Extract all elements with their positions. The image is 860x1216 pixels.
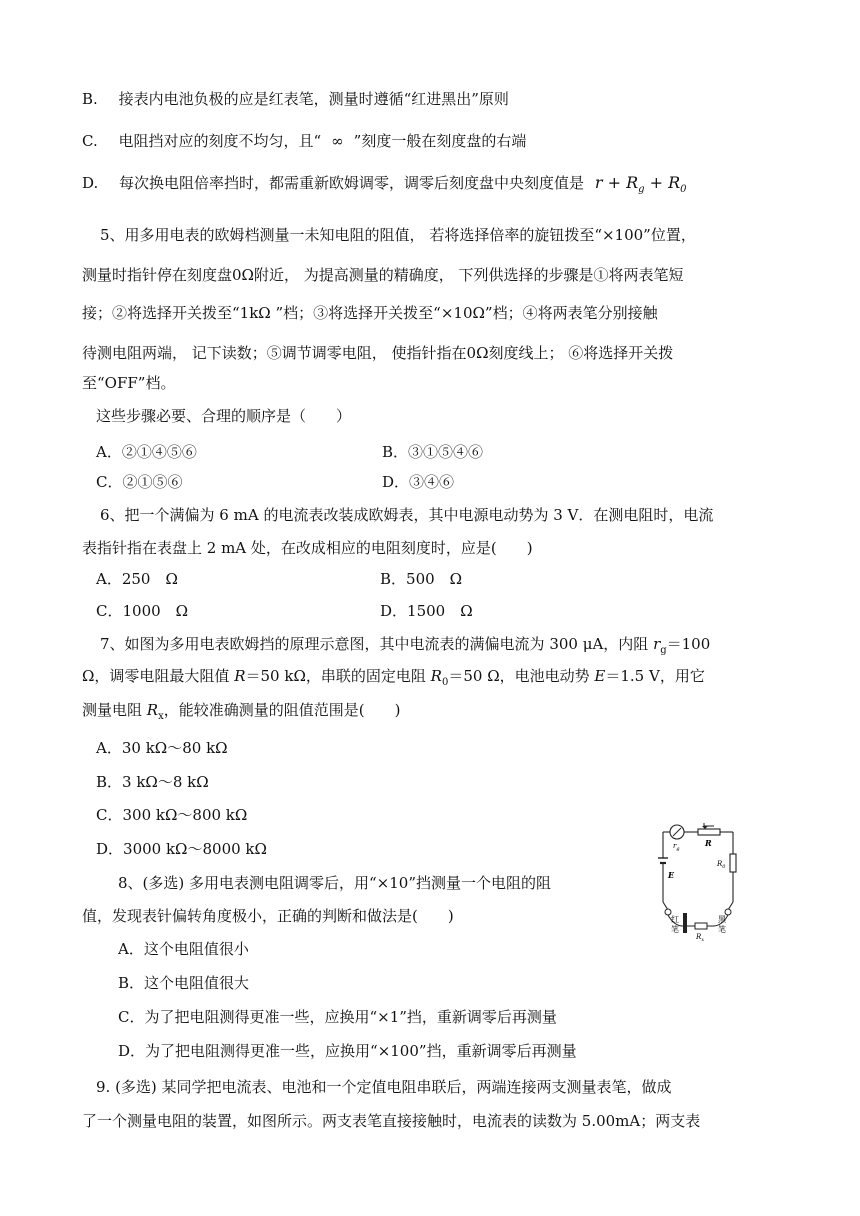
q4-option-d-letter: D. — [82, 174, 99, 192]
q6-option-b: B．500 Ω — [380, 570, 463, 588]
q7-var-E: E — [594, 667, 606, 685]
q7-var-r: r — [653, 635, 661, 653]
unknown-resistor-icon — [695, 923, 707, 929]
q6-option-d: D．1500 Ω — [380, 602, 473, 620]
q4-option-c-text-before: 电阻挡对应的刻度不均匀，且“ — [118, 132, 322, 150]
q8-line-2: 值，发现表针偏转角度极小，正确的判断和做法是( ) — [82, 907, 454, 925]
q7-sub-g: g — [660, 645, 667, 656]
label-rg: $r_g$ — [673, 842, 680, 852]
q8-line-1: 8、(多选) 多用电表测电阻调零后，用“×10”挡测量一个电阻的阻 — [118, 874, 552, 892]
q4-option-d-text: 每次换电阻倍率挡时，都需重新欧姆调零，调零后刻度盘中央刻度值是 — [119, 174, 585, 192]
rheostat-icon — [698, 829, 720, 835]
label-R0: $R_0$ — [717, 860, 726, 870]
q4-option-c-letter: C. — [82, 132, 98, 150]
label-E: E — [668, 870, 675, 880]
q7-line-2 — [82, 666, 705, 693]
q4-option-c-symbol: ∞ — [331, 132, 344, 150]
q4-option-b-letter: B. — [82, 90, 98, 108]
q9-line-1: 9. (多选) 某同学把电流表、电池和一个定值电阻串联后，两端连接两支测量表笔，做成 — [96, 1078, 672, 1096]
q7-option-a: A．30 kΩ～80 kΩ — [96, 739, 228, 757]
red-probe-icon — [683, 913, 687, 933]
q6-line-2: 表指针指在表盘上 2 mA 处，在改成相应的电阻刻度时，应是( ) — [82, 539, 533, 557]
q7-sub-x: x — [158, 711, 164, 722]
q8-option-d: D．为了把电阻测得更准一些，应换用“×100”挡，重新调零后再测量 — [118, 1042, 577, 1060]
q8-option-b: B．这个电阻值很大 — [118, 974, 250, 992]
q5-question: 这些步骤必要、合理的顺序是（ ） — [96, 407, 352, 425]
q7-line-1-end: ＝100 — [666, 635, 711, 653]
fixed-resistor-icon — [730, 854, 736, 872]
q5-line-5: 至“OFF”档。 — [82, 374, 176, 392]
q7-line-1 — [100, 634, 710, 661]
label-R: R — [705, 838, 712, 848]
q7-var-R0: R — [430, 667, 442, 685]
q7-var-R: R — [234, 667, 246, 685]
q5-line-3: 接；②将选择开关拨至“1kΩ ”档；③将选择开关拨至“×10Ω”档；④将两表笔分别接触 — [82, 304, 658, 322]
q5-option-d: D．③④⑥ — [382, 473, 455, 491]
q7-option-c: C．300 kΩ～800 kΩ — [96, 806, 248, 824]
q7-line-2-b: ＝50 kΩ，串联的固定电阻 — [245, 667, 431, 685]
q7-line-2-c: ＝50 Ω，电池电动势 — [448, 667, 595, 685]
label-black-1: 黑 — [718, 915, 726, 924]
q5-option-c: C．②①⑤⑥ — [96, 473, 183, 491]
q7-line-2-a: Ω，调零电阻最大阻值 — [82, 667, 235, 685]
q4-option-d — [82, 173, 687, 200]
q7-line-3 — [82, 700, 400, 727]
q7-var-Rx: R — [146, 701, 159, 719]
label-Rx: $R_x$ — [696, 933, 705, 942]
q4-option-c — [82, 131, 526, 151]
q6-option-c: C．1000 Ω — [96, 602, 189, 620]
q7-sub-0: 0 — [441, 677, 449, 688]
q7-line-1-text: 7、如图为多用电表欧姆挡的原理示意图，其中电流表的满偏电流为 300 μA，内阻 — [100, 635, 654, 653]
q4-option-b — [82, 89, 509, 109]
q5-option-b: B．③①⑤④⑥ — [382, 443, 484, 461]
q7-line-2-d: ＝1.5 V，用它 — [605, 667, 705, 685]
q7-line-3-a: 测量电阻 — [82, 701, 147, 719]
q7-option-b: B．3 kΩ～8 kΩ — [96, 773, 209, 791]
q7-option-d: D．3000 kΩ～8000 kΩ — [96, 840, 267, 858]
ohmmeter-circuit-diagram — [658, 822, 748, 942]
q9-line-2: 了一个测量电阻的装置，如图所示。两支表笔直接接触时，电流表的读数为 5.00mA；两支表 — [82, 1112, 701, 1130]
q8-option-c: C．为了把电阻测得更准一些，应换用“×1”挡，重新调零后再测量 — [118, 1008, 557, 1026]
q5-line-4: 待测电阻两端， 记下读数；⑤调节调零电阻， 使指针指在0Ω刻度线上； ⑥将选择开关拨 — [82, 344, 674, 362]
q5-line-2: 测量时指针停在刻度盘0Ω附近， 为提高测量的精确度， 下列供选择的步骤是①将两表笔短 — [82, 266, 684, 284]
q4-option-c-text-after: ”刻度一般在刻度盘的右端 — [353, 132, 527, 150]
q6-line-1: 6、把一个满偏为 6 mA 的电流表改装成欧姆表，其中电源电动势为 3 V．在测电阻时，电流 — [100, 506, 714, 524]
label-red-1: 红 — [671, 915, 679, 924]
q5-line-1: 5、用多用电表的欧姆档测量一未知电阻的阻值， 若将选择倍率的旋钮拨至“×100”位置， — [100, 226, 696, 244]
q6-option-a: A．250 Ω — [96, 570, 178, 588]
q8-option-a: A．这个电阻值很小 — [118, 940, 249, 958]
q4-option-d-formula: $r + R_g + R_0$ — [594, 173, 687, 196]
label-red-2: 笔 — [671, 925, 679, 934]
label-black-2: 笔 — [718, 925, 726, 934]
q4-option-b-text: 接表内电池负极的应是红表笔，测量时遵循“红进黑出”原则 — [118, 90, 509, 108]
q7-line-3-b: ，能较准确测量的阻值范围是( ) — [163, 701, 401, 719]
q5-option-a: A．②①④⑤⑥ — [96, 443, 197, 461]
